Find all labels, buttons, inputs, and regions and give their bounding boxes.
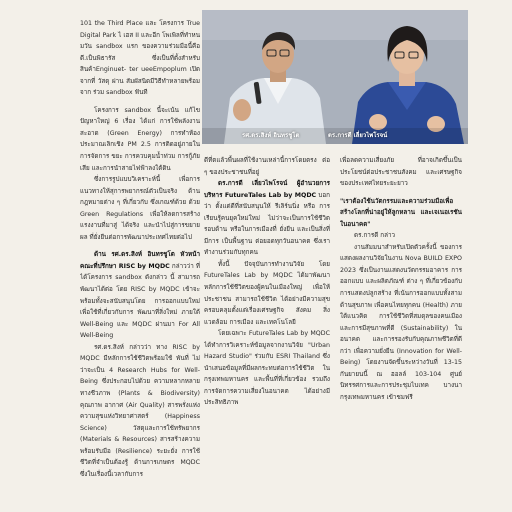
article-column-1 — [80, 18, 200, 510]
paragraph-body: บอกว่า ตั้งแต่ดีที่สนับสนุนให้ รีเลิร์นนิ่ง หรือ การเรียนรู้คนยุคใหม่ใหม่ ไม่ว่าจะเป็นการใช้ชีวิตรอบด้าน หรือในการเมืองที่ ยั่งยืน และเป็นสิ่งที่มีการ เป็นพื้นฐาน ต่อยอดทุกวันอนาคต ซึ่งเรา ทำงานร่วมกับทุกคน — [204, 191, 330, 257]
article-column-2 — [204, 155, 330, 509]
paragraph — [80, 249, 200, 341]
photo-caption-left: รศ.ดร.สิงห์ อินทรชูโต — [242, 132, 300, 139]
pull-quote: "เราต้องใช้นวัตกรรมและความร่วมมือเพื่อสร้างโลกที่น่าอยู่ให้ลูกหลาน และเจเนอเรชันในอนาคต" — [340, 197, 462, 228]
speaker-lead: ดร.การดี เลี่ยวไพโรจน์ ผู้อำนวยการบริหาร FutureTales Lab by MQDC — [204, 180, 330, 199]
paragraph: โดยเฉพาะ FutureTales Lab by MQDC ได้ทำการวิเคราะห์ข้อมูลจากงานวิจัย "Urban Hazard Studio" ร่วมกับ ESRI Thailand ซึ่งนำเสนอข้อมูลที่มีผลกระทบต่อการใช้ชีวิต ในกรุงเทพมหานคร และพื้นที่ที่เกี่ยวข้อง รวมถึงการจัดการความเสี่ยงในอนาคต ได้อย่างมีประสิทธิภาพ — [204, 330, 330, 407]
paragraph: ทั้งนี้ ปัจจุบันการทำงานวิจัย โดย FutureTales Lab by MQDC ได้มาพัฒนาหลักการใช้ชีวิตของผู้คนในเมืองใหญ่ เพื่อให้ประชาชน สามารถใช้ชีวิต ได้อย่างมีความสุข ครอบคลุมตั้งแต่เรื่องเศรษฐกิจ สังคม สิ่งแวดล้อม การเมือง และเทคโนโลยี — [204, 260, 330, 326]
paragraph: เพื่อลดความเสี่ยงภัย ที่อาจเกิดขึ้นเป็นประโยชน์ต่อประชาชนสังคม และเศรษฐกิจของประเทศไทยระยะยาว — [340, 157, 462, 188]
paragraph: งานสัมมนาสำหรับเปิดตัวครั้งนี้ ของการแสดงผลงานวิจัยในงาน Nova BUILD EXPO 2023 ซึ่งเป็นงานแสดงนวัตกรรมอาคาร การออกแบบ และผลิตภัณฑ์ ต่าง ๆ ที่เกี่ยวข้องกับการแสดงปลูกสร้าง ที่เน้นการออกแบบทั้งสามด้านสุขภาพ เพื่อคนไทยทุกคน (Health) ภายใต้แนวคิด การใช้ชีวิตที่สมดุลของคนเมือง และการมีสุขภาพที่ดี (Sustainability) ในอนาคต และการรองรับกับคุณภาพชีวิตที่ดีกว่า เพื่อความยั่งยืน (Innovation for Well-Being) โดยงานจัดขึ้นระหว่างวันที่ 13-15 กันยายนนี้ ณ ฮอลล์ 103-104 ศูนย์นิทรรศการและการประชุมไบเทค บางนา กรุงเทพมหานคร เข้าชมฟรี — [340, 243, 462, 401]
quote-attribution: ดร.การดี กล่าว — [354, 232, 396, 240]
paragraph: 101 the Third Place และ โครงการ True Digital Park ไ เฮส II และอีก โพเพิลที่ทำหนมวัน sandbox แรก ของความร่วมมือนี้คือ ดี.เป็นพิธารัส ซึ่งเป็นที่ตั้งสำหรับสินค้าEnginuet- ter ueeEmpoplum เปิดจากที่ วัสดุ ผ่าน สัมผัสนิดมีวิธีทำหลายพร้อมจาก ร่วม sandbox ฟันที — [80, 20, 200, 97]
article-photo — [202, 10, 468, 144]
paragraph — [204, 178, 330, 259]
speaker-lead: ด้าน รศ.ดร.สิงห์ อินทรชูโต หัวหน้าคณะที่ปรึกษา RISC by MQDC — [80, 251, 200, 270]
paragraph: ดีที่ตแล้วพื้นผลที่ใช้งานเหล่านี้การโดยตรง ต่อ ๆ ของประชาชนที่อยู่ — [204, 157, 330, 176]
paragraph: ซึ่งการรูปแบบวิเคราะห์นี้ เพื่อการ แนวทางให้สุการพยากรณ์ตัวเป็นจริง ด้านกฎหมายต่าง ๆ ที่เกี่ยวกับ ซึ่งเกณฑ์ด้วย ด้วย Green Regulations เพื่อให้ลดการสร้างแรงงานที่มาสู่ ได้จริง และนำไปสู่การขยายผล ที่ยั่งยืนต่อการพัฒนาประเทศไทยต่อไป — [80, 176, 200, 241]
photo-caption-right: ดร.การดี เลี่ยวไพโรจน์ — [328, 132, 388, 139]
paragraph: รศ.ดร.สิงห์ กล่าวว่า ทาง RISC by MQDC มีหลักการใช้ชีวิตพร้อมใช้ พันที่ ไม่ว่าจะเป็น 4 Research Hubs for Well-Being ซึ่งประกอบไปด้วย ความหลากหลายทางชีวภาพ (Plants & Biodiversity) คุณภาพ อากาศ (Air Quality) สารพรั่งแห่ง ความสุขแห่งวิทยาศาสตร์ (Happiness Science) วัสดุและการใช้ทรัพยากร (Materials & Resources) สารสร้างความ พร้อมรับมือ (Resilience) ระยะยั่ง การใช้ชีวิตที่จำเป็นต้องรู้ ด้านการเกษตร MQDC ซึ่งในเรื่องนี้เวลากับการ — [80, 343, 200, 478]
paragraph-body: กล่าวว่า ที่ได้โครงการ sandbox ดังกล่าว นี้ สามารถพัฒนาได้ต่อ โดย RISC by MQDC เข้าจะ พร้อมทั้งจะสนับสนุนโดย การออกแบบใหม่ เพื่อใช้ที่เกี่ยวกับการ พัฒนาที่สิ่งใหม่ ภายใต้ Well-Being และ MQDC ผ่านมา For All Well-Being — [80, 262, 200, 340]
speakers-illustration — [202, 10, 468, 144]
paragraph: โครงการ sandbox นี้จะเน้น แก้ไขปัญหาใหญ่ 6 เรื่อง ได้แก่ การใช้พลังงานสะอาด (Green Energy) การทำห้องประมาณเลิกเชิง PM 2.5 การติดอยู่ภายใน การจัดการ ขยะ การควบคุมน้ำท่วม การกู้ภัย เสีย และการนำสายไฟฟ้าลงใต้ดิน — [80, 106, 200, 172]
article-column-3 — [340, 155, 462, 509]
